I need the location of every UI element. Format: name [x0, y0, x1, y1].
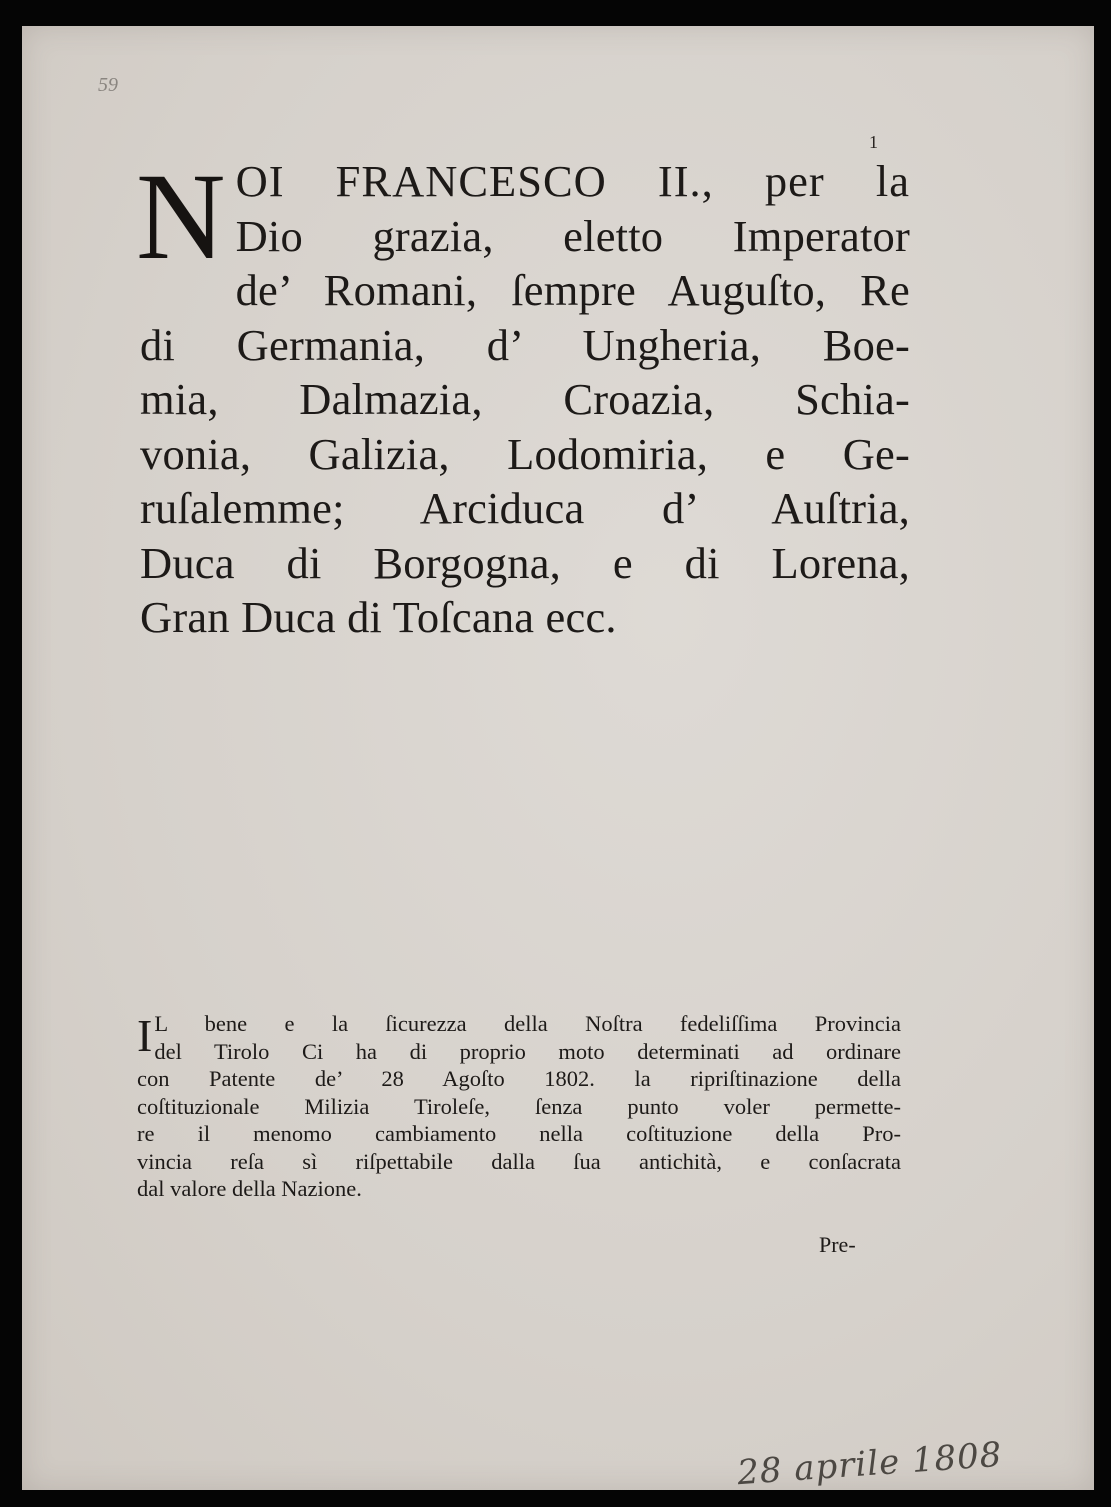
- heading-line: di Germania, d’ Ungheria, Boe-: [140, 319, 910, 370]
- body-text: [137, 1010, 901, 1203]
- heading-line: Duca di Borgogna, e di Lorena,: [140, 537, 910, 588]
- catchword: Pre-: [819, 1232, 856, 1257]
- heading-text: [140, 154, 910, 645]
- body-line: vincia reſa sì riſpettabile dalla ſua antichità, e conſacrata: [137, 1148, 901, 1174]
- folio-mark: 59: [98, 74, 118, 96]
- heading-line: de’ Romani, ſempre Auguſto, Re: [235, 265, 910, 315]
- body-line: con Patente de’ 28 Agoſto 1802. la ripriſtinazione della: [137, 1066, 901, 1091]
- heading-line: OI FRANCESCO II., per la: [235, 156, 910, 206]
- handwritten-date: 28 aprile 1808: [735, 1434, 1004, 1494]
- body-line: del Tirolo Ci ha di proprio moto determinati ad ordinare: [154, 1038, 901, 1064]
- body-line: re il menomo cambiamento nella coſtituzione della Pro-: [137, 1121, 901, 1146]
- heading-line: mia, Dalmazia, Croazia, Schia-: [140, 374, 910, 424]
- heading-line: Dio grazia, eletto Imperator: [235, 210, 910, 261]
- body-drop-cap: I: [137, 1010, 153, 1061]
- heading-line: vonia, Galizia, Lodomiria, e Ge-: [140, 428, 910, 479]
- page-number: 1: [869, 132, 878, 152]
- decree-heading: [136, 148, 910, 645]
- heading-line: Gran Duca di Toſcana ecc.: [140, 592, 617, 642]
- body-line: coſtituzionale Milizia Tiroleſe, ſenza punto voler permette-: [137, 1093, 901, 1119]
- body-paragraph: [137, 1010, 901, 1203]
- body-line: dal valore della Nazione.: [137, 1176, 362, 1201]
- body-line: L bene e la ſicurezza della Noſtra fedeliſſima Provincia: [154, 1011, 901, 1036]
- heading-drop-cap: N: [136, 148, 226, 285]
- document-page: [22, 26, 1094, 1494]
- heading-line: ruſalemme; Arciduca d’ Auſtria,: [140, 483, 910, 533]
